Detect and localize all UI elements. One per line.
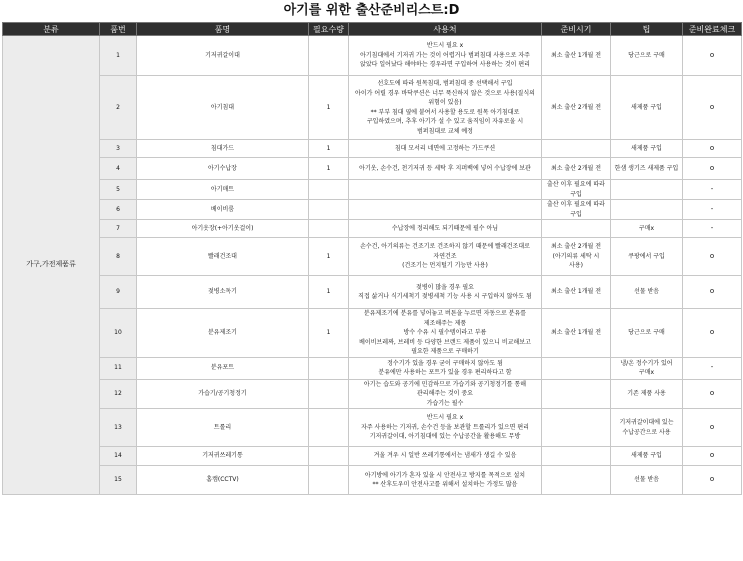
number-cell: 10 [100, 309, 137, 358]
number-cell: 14 [100, 447, 137, 466]
timing-cell [542, 447, 611, 466]
usage-cell: 아기방에 아기가 혼자 있을 시 안전사고 방지를 목적으로 설치 ** 산후도우미 안전사고를 위해서 설치하는 가정도 많음 [349, 466, 542, 495]
table-row [3, 76, 742, 140]
category-cell: 가구,가전제품류 [3, 36, 100, 495]
tip-cell: 구매x [611, 220, 683, 238]
header-item: 품명 [137, 23, 309, 36]
table-row [3, 158, 742, 180]
number-cell: 11 [100, 357, 137, 379]
item-cell: 침대가드 [137, 140, 309, 158]
tip-cell [611, 200, 683, 220]
number-cell: 7 [100, 220, 137, 238]
usage-cell: 아기옷, 손수건, 천기저귀 등 세탁 후 지퍼백에 넣어 수납장에 보관 [349, 158, 542, 180]
number-cell: 3 [100, 140, 137, 158]
check-cell: o [683, 158, 742, 180]
timing-cell: 최소 출산 2개월 전 [542, 158, 611, 180]
table-row [3, 180, 742, 200]
item-cell: 기저귀갈이대 [137, 36, 309, 76]
check-cell: - [683, 357, 742, 379]
timing-cell: 출산 이후 필요에 따라 구입 [542, 200, 611, 220]
quantity-cell [309, 180, 349, 200]
table-row [3, 220, 742, 238]
number-cell: 5 [100, 180, 137, 200]
tip-cell: 당근으로 구매 [611, 309, 683, 358]
quantity-cell [309, 220, 349, 238]
table-row [3, 357, 742, 379]
item-cell: 트롤리 [137, 409, 309, 447]
usage-cell: 겨울 겨우 시 일반 쓰레기통에서는 냄새가 생길 수 있음 [349, 447, 542, 466]
usage-cell [349, 180, 542, 200]
table-row [3, 409, 742, 447]
tip-cell: 당근으로 구매 [611, 36, 683, 76]
usage-cell: 정수기가 있을 경우 굳이 구매하지 않아도 됨 분유에만 사용하는 포트가 있을 경우 편리하다고 함 [349, 357, 542, 379]
usage-cell [349, 200, 542, 220]
check-cell: o [683, 140, 742, 158]
header-timing: 준비시기 [542, 23, 611, 36]
tip-cell: 새제품 구입 [611, 140, 683, 158]
tip-cell: 새제품 구입 [611, 76, 683, 140]
item-cell: 기저귀쓰레기통 [137, 447, 309, 466]
quantity-cell: 1 [309, 140, 349, 158]
page-title: 아기를 위한 출산준비리스트:D [283, 3, 460, 18]
item-cell: 베이비룸 [137, 200, 309, 220]
quantity-cell [309, 200, 349, 220]
number-cell: 2 [100, 76, 137, 140]
quantity-cell [309, 36, 349, 76]
quantity-cell [309, 379, 349, 409]
item-cell: 홈캠(CCTV) [137, 466, 309, 495]
quantity-cell [309, 447, 349, 466]
item-cell: 아기침대 [137, 76, 309, 140]
usage-cell: 반드시 필요 x 자주 사용하는 기저귀, 손수건 등을 보관할 트롤리가 있으면 편리 기저귀갈이대, 아기침대에 있는 수납공간을 활용해도 무방 [349, 409, 542, 447]
usage-cell: 젖병이 많을 경우 필요 직접 삶거나 식기세척기 젖병세척 기능 사용 시 구입하지 않아도 됨 [349, 276, 542, 309]
table-row [3, 238, 742, 276]
check-cell: - [683, 220, 742, 238]
item-cell: 아기수납장 [137, 158, 309, 180]
item-cell: 아기매트 [137, 180, 309, 200]
tip-cell: 한샘 생기즈 새제품 구입 [611, 158, 683, 180]
number-cell: 8 [100, 238, 137, 276]
check-cell: o [683, 379, 742, 409]
timing-cell [542, 140, 611, 158]
tip-cell: 기존 제품 사용 [611, 379, 683, 409]
tip-cell: 선물 받음 [611, 276, 683, 309]
table-row [3, 309, 742, 358]
check-cell: o [683, 76, 742, 140]
timing-cell: 최소 출산 1개월 전 [542, 36, 611, 76]
number-cell: 13 [100, 409, 137, 447]
timing-cell [542, 466, 611, 495]
item-cell: 분유제조기 [137, 309, 309, 358]
check-cell: - [683, 200, 742, 220]
item-cell: 분유포트 [137, 357, 309, 379]
number-cell: 1 [100, 36, 137, 76]
quantity-cell [309, 357, 349, 379]
timing-cell [542, 357, 611, 379]
timing-cell: 최소 출산 2개월 전 (아기의류 세탁 시 사용) [542, 238, 611, 276]
quantity-cell [309, 409, 349, 447]
header-category: 분류 [3, 23, 100, 36]
item-cell: 빨래건조대 [137, 238, 309, 276]
usage-cell: 손수건, 아기의류는 건조기로 건조하지 않기 때문에 빨래건조대로 자연건조 (건조기는 먼지털기 기능만 사용) [349, 238, 542, 276]
number-cell: 4 [100, 158, 137, 180]
check-cell: o [683, 409, 742, 447]
item-cell: 젖병소독기 [137, 276, 309, 309]
check-cell: o [683, 466, 742, 495]
item-cell: 가습기/공기청정기 [137, 379, 309, 409]
checklist-table [2, 22, 742, 495]
timing-cell: 최소 출산 1개월 전 [542, 276, 611, 309]
usage-cell: 반드시 필요 x 아기침대에서 기저귀 가는 것이 어렵거나 범퍼침대 사용으로 자주 앉았다 일어났다 해야하는 경우라면 구입하여 사용하는 것이 편리 [349, 36, 542, 76]
table-row [3, 200, 742, 220]
header-number: 품번 [100, 23, 137, 36]
number-cell: 9 [100, 276, 137, 309]
header-usage: 사용처 [349, 23, 542, 36]
check-cell: - [683, 180, 742, 200]
quantity-cell: 1 [309, 309, 349, 358]
header-row [3, 23, 742, 36]
table-row [3, 379, 742, 409]
check-cell: o [683, 276, 742, 309]
check-cell: o [683, 36, 742, 76]
timing-cell [542, 379, 611, 409]
header-tip: 팁 [611, 23, 683, 36]
check-cell: o [683, 447, 742, 466]
table-row [3, 140, 742, 158]
table-row [3, 36, 742, 76]
item-cell: 아기옷장(+아기옷걸이) [137, 220, 309, 238]
quantity-cell: 1 [309, 238, 349, 276]
tip-cell: 기저귀갈이대에 있는 수납공간으로 사용 [611, 409, 683, 447]
quantity-cell: 1 [309, 276, 349, 309]
number-cell: 15 [100, 466, 137, 495]
timing-cell [542, 220, 611, 238]
table-row [3, 447, 742, 466]
usage-cell: 분유제조기에 분유를 넣어놓고 버튼을 누르면 자동으로 분유를 제조해주는 제품 방수 수유 시 필수템이라고 부름 베이비브레짜, 브레비 등 다양한 브랜드 제품이 있으니 비교해보고 필요한 제품으로 구매하기 [349, 309, 542, 358]
number-cell: 12 [100, 379, 137, 409]
quantity-cell: 1 [309, 76, 349, 140]
timing-cell [542, 409, 611, 447]
usage-cell: 선호도에 따라 원목침대, 범퍼침대 중 선택해서 구입 아이가 어릴 경우 바닥쿠션은 너무 푹신하지 않은 것으로 사용(질식의 위험이 있음) ** 부부 침대 옆에 붙여서 사용할 용도로 원목 아기침대로 구입하였으며, 추후 아기가 설 수 있고 움직임이 자유로울 시 범퍼침대로 교체 예정 [349, 76, 542, 140]
timing-cell: 출산 이후 필요에 따라 구입 [542, 180, 611, 200]
timing-cell: 최소 출산 1개월 전 [542, 309, 611, 358]
tip-cell: 선물 받음 [611, 466, 683, 495]
tip-cell: 냉/온 정수기가 있어 구매x [611, 357, 683, 379]
tip-cell: 쿠팡에서 구입 [611, 238, 683, 276]
header-check: 준비완료체크 [683, 23, 742, 36]
tip-cell: 새제품 구입 [611, 447, 683, 466]
tip-cell [611, 180, 683, 200]
table-row [3, 276, 742, 309]
header-quantity: 필요수량 [309, 23, 349, 36]
quantity-cell: 1 [309, 158, 349, 180]
quantity-cell [309, 466, 349, 495]
check-cell: o [683, 238, 742, 276]
usage-cell: 아기는 습도와 공기에 민감하므로 가습기와 공기청정기를 통해 관리해주는 것이 중요 가습기는 필수 [349, 379, 542, 409]
check-cell: o [683, 309, 742, 358]
usage-cell: 침대 모서리 네면에 고정하는 가드쿠션 [349, 140, 542, 158]
timing-cell: 최소 출산 2개월 전 [542, 76, 611, 140]
usage-cell: 수납장에 정리해도 되기때문에 필수 아님 [349, 220, 542, 238]
number-cell: 6 [100, 200, 137, 220]
table-row [3, 466, 742, 495]
